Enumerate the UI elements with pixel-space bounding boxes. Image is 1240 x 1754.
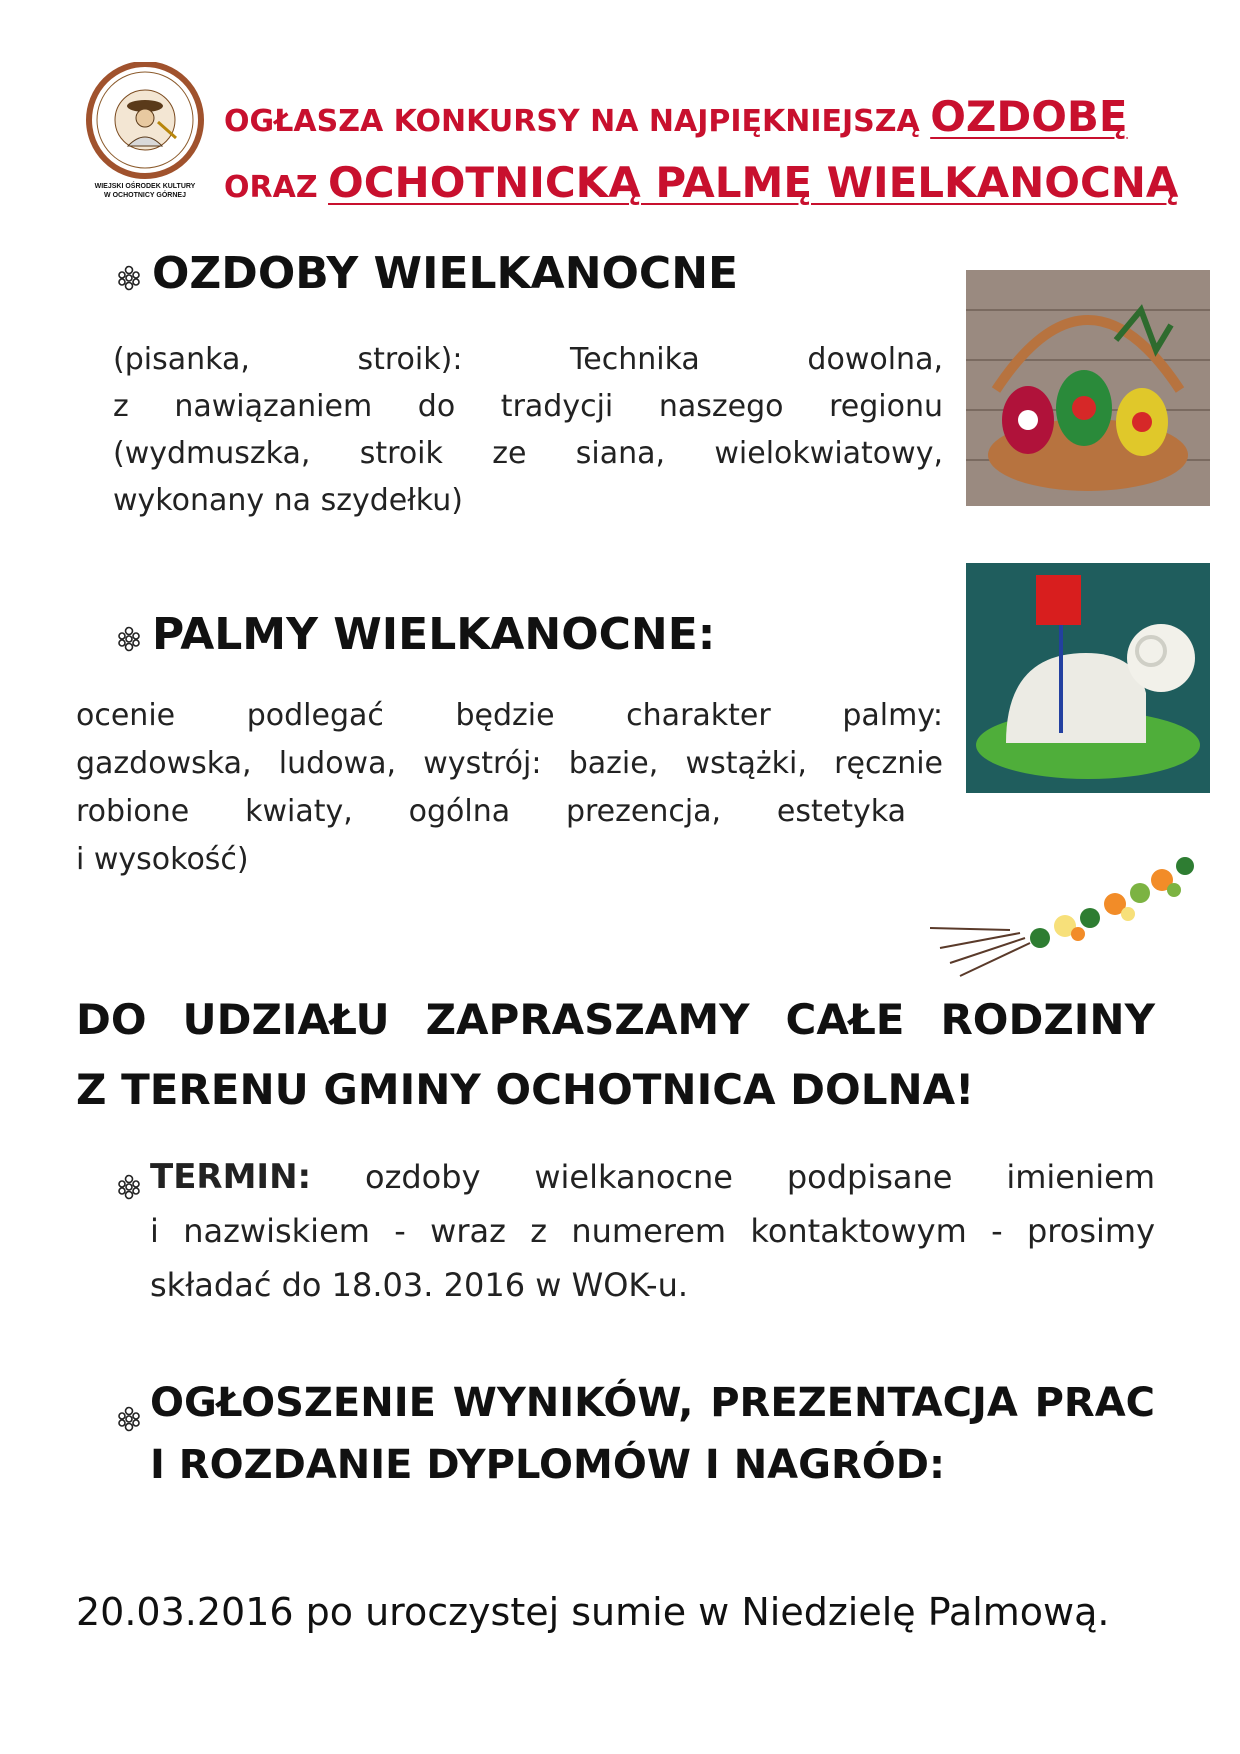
deadline-line-2: i nazwiskiem - wraz z numerem kontaktowym - prosimy (150, 1212, 1155, 1250)
results-block (118, 1372, 1155, 1496)
flower-bullet-icon (118, 1388, 140, 1450)
section-body-ozdoby (113, 336, 943, 524)
results-line-1: OGŁOSZENIE WYNIKÓW, PREZENTACJA PRAC (150, 1380, 1155, 1426)
deadline-line-1 (150, 1150, 1155, 1204)
palmy-line-4: i wysokość) (76, 842, 249, 877)
organizer-logo (80, 62, 210, 222)
results-line-2: I ROZDANIE DYPLOMÓW I NAGRÓD: (150, 1442, 945, 1488)
crochet-lamb-photo (966, 563, 1210, 793)
invitation-line-1: DO UDZIAŁU ZAPRASZAMY CAŁE RODZINY (76, 995, 1155, 1044)
palmy-line-2: gazdowska, ludowa, wystrój: bazie, wstążki, ręcznie (76, 746, 943, 781)
deadline-line-3: składać do 18.03. 2016 w WOK-u. (150, 1266, 689, 1304)
ozdoby-line-4: wykonany na szydełku) (113, 483, 463, 518)
ozdoby-line-2: z nawiązaniem do tradycji naszego regionu (113, 389, 943, 424)
palmy-line-3: robione kwiaty, ogólna prezencja, estetyka (76, 794, 906, 829)
header-line1-emphasis: OZDOBĘ (930, 92, 1128, 141)
invitation-block (76, 985, 1155, 1125)
deadline-block (118, 1150, 1155, 1312)
deadline-label: TERMIN: (150, 1157, 312, 1197)
header-line2-text: ORAZ (224, 170, 329, 205)
palmy-line-1: ocenie podlegać będzie charakter palmy: (76, 698, 943, 733)
ozdoby-line-1: (pisanka, stroik): Technika dowolna, (113, 342, 943, 377)
flower-bullet-icon (118, 612, 140, 663)
header-line-1 (224, 92, 1128, 141)
ozdoby-line-3: (wydmuszka, stroik ze siana, wielokwiatowy, (113, 436, 943, 471)
flower-bullet-icon (118, 251, 140, 302)
flower-bullet-icon (118, 1162, 140, 1216)
section-body-palmy (76, 692, 943, 884)
logo-caption (80, 182, 210, 200)
header-line-2 (224, 158, 1178, 207)
logo-emblem (80, 62, 210, 182)
section-title-ozdoby (118, 248, 738, 302)
section-title-palmy-text: PALMY WIELKANOCNE: (152, 609, 716, 660)
header-line1-text: OGŁASZA KONKURSY NA NAJPIĘKNIEJSZĄ (224, 104, 931, 139)
event-date-line: 20.03.2016 po uroczystej sumie w Niedzielę Palmową. (76, 1590, 1110, 1634)
section-title-ozdoby-text: OZDOBY WIELKANOCNE (152, 248, 739, 299)
header-line2-emphasis: OCHOTNICKĄ PALMĘ WIELKANOCNĄ (328, 158, 1179, 207)
easter-basket-photo (966, 270, 1210, 506)
palm-branch-illustration (930, 838, 1210, 983)
invitation-line-2: Z TERENU GMINY OCHOTNICA DOLNA! (76, 1065, 975, 1114)
logo-org-line1: WIEJSKI OŚRODEK KULTURY (94, 183, 196, 190)
deadline-text-1: ozdoby wielkanocne podpisane imieniem (311, 1158, 1155, 1196)
logo-org-line2: W OCHOTNICY GÓRNEJ (104, 192, 186, 199)
section-title-palmy (118, 609, 715, 663)
